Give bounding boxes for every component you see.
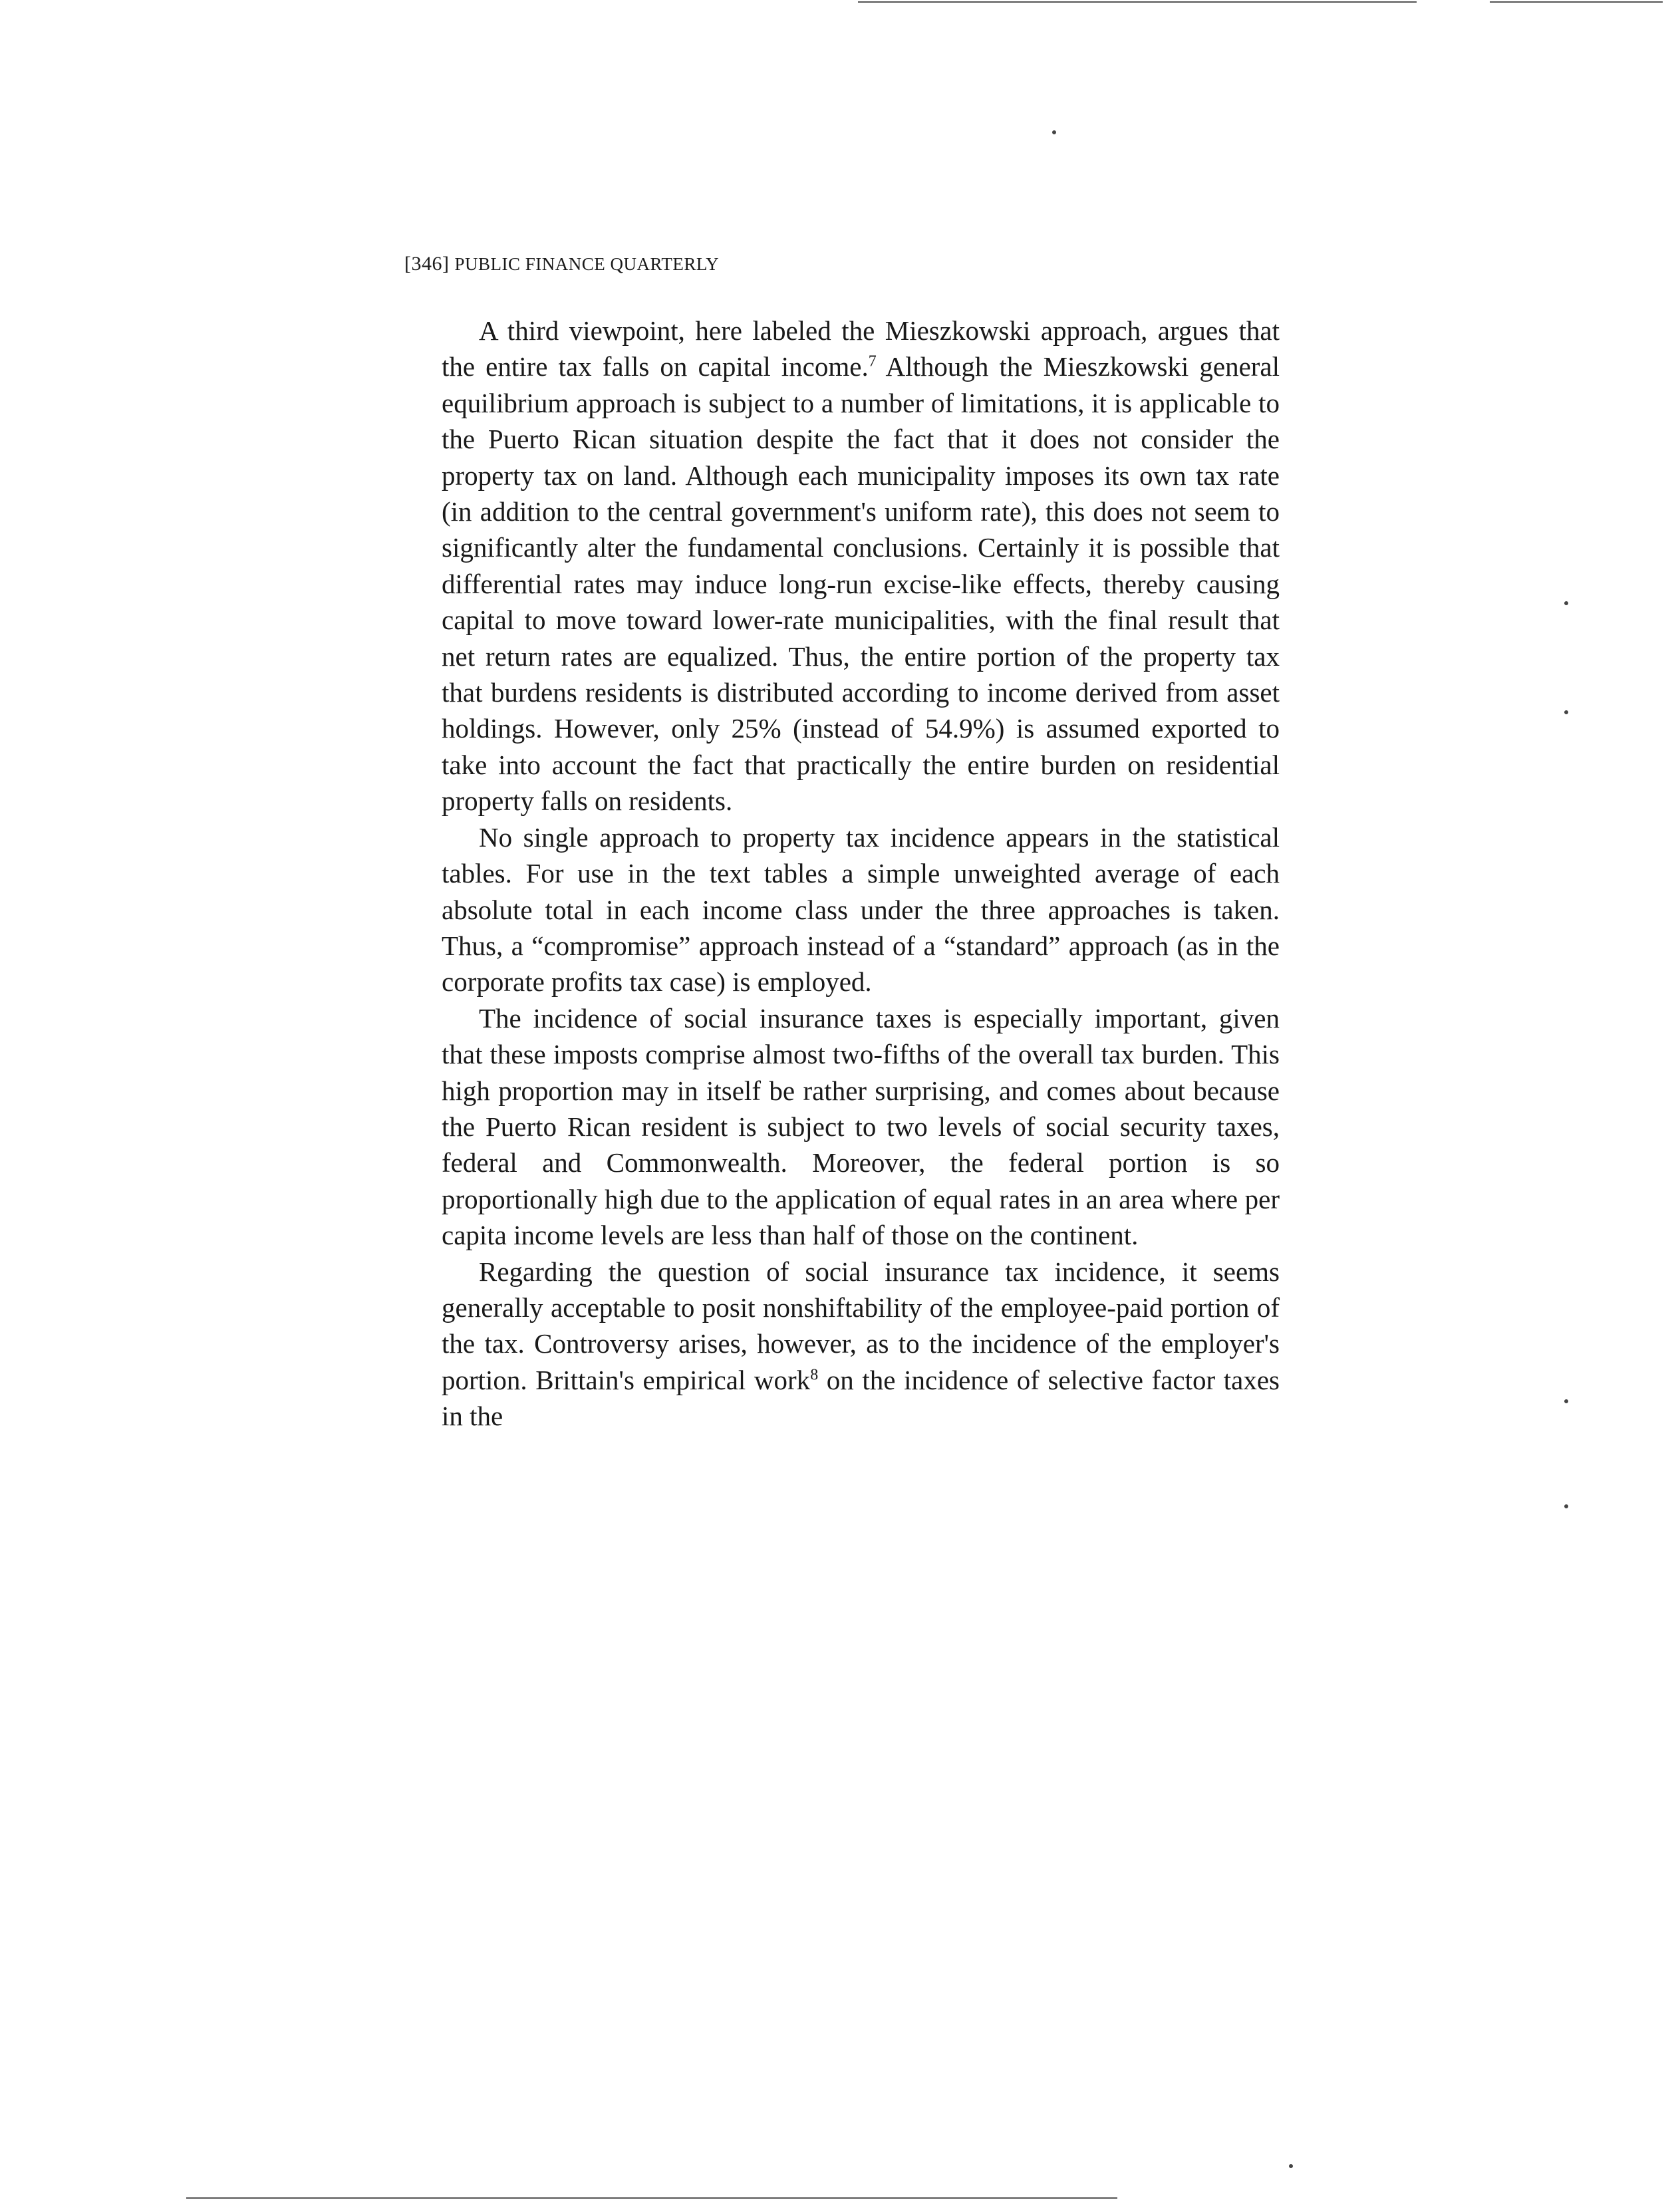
scan-speck: [1052, 130, 1056, 134]
running-head: [404, 253, 719, 275]
footnote-marker: 7: [868, 352, 877, 370]
scan-speck: [1564, 710, 1568, 714]
scan-artifact-top-right-line: [1490, 1, 1663, 3]
scan-speck: [1564, 1504, 1568, 1508]
scan-artifact-top-line: [858, 1, 1417, 3]
paragraph-mieszkowski-approach: A third viewpoint, here labeled the Mieszkowski approach, argues that the entire tax falls on capital income.$^7$ Although the Mieszkowski general equilibrium approach is subject to a number of limitations, it is applicable to the Puerto Rican situation despite the fact that it does not consider the property tax on land. Although each municipality imposes its own tax rate (in addition to the central government's uniform rate), this does not seem to significantly alter the fundamental conclusions. Certainly it is possible that differential rates may induce long-run excise-like effects, thereby causing capital to move toward lower-rate municipalities, with the final result that net return rates are equalized. Thus, the entire portion of the property tax that burdens residents is distributed according to income derived from asset holdings. However, only 25% (instead of 54.9%) is assumed exported to take into account the fact that practically the entire burden on residential property falls on residents.: [442, 315, 1280, 817]
scan-speck: [1564, 601, 1568, 605]
scan-artifact-bottom-line: [186, 2197, 1117, 2199]
scan-speck: [1564, 1399, 1568, 1403]
footnote-marker: 8: [810, 1366, 819, 1384]
paragraph-compromise-approach: No single approach to property tax incidence appears in the statistical tables. For use in the text tables a simple unweighted average of each absolute total in each income class under the three approaches is taken. Thus, a “compromise” approach instead of a “standard” approach (as in the corporate profits tax case) is employed.: [442, 821, 1280, 998]
paragraph-social-insurance: The incidence of social insurance taxes is especially important, given that these imposts comprise almost two-fifths of the overall tax burden. This high proportion may in itself be rather surprising, and comes about because the Puerto Rican resident is subject to two levels of social security taxes, federal and Commonwealth. Moreover, the federal portion is so proportionally high due to the application of equal rates in an area where per capita income levels are less than half of those on the continent.: [442, 1002, 1280, 1251]
paragraph-employer-portion: Regarding the question of social insurance tax incidence, it seems generally acceptable to posit nonshiftability of the employee-paid portion of the tax. Controversy arises, however, as to the incidence of the employer's portion. Brittain's empirical work$^8$ on the incidence of selective factor taxes in the: [442, 1256, 1280, 1432]
article-body: [442, 313, 1280, 1435]
page-number: [346]: [404, 253, 450, 275]
scan-speck: [1289, 2164, 1293, 2168]
journal-title: PUBLIC FINANCE QUARTERLY: [454, 254, 720, 274]
